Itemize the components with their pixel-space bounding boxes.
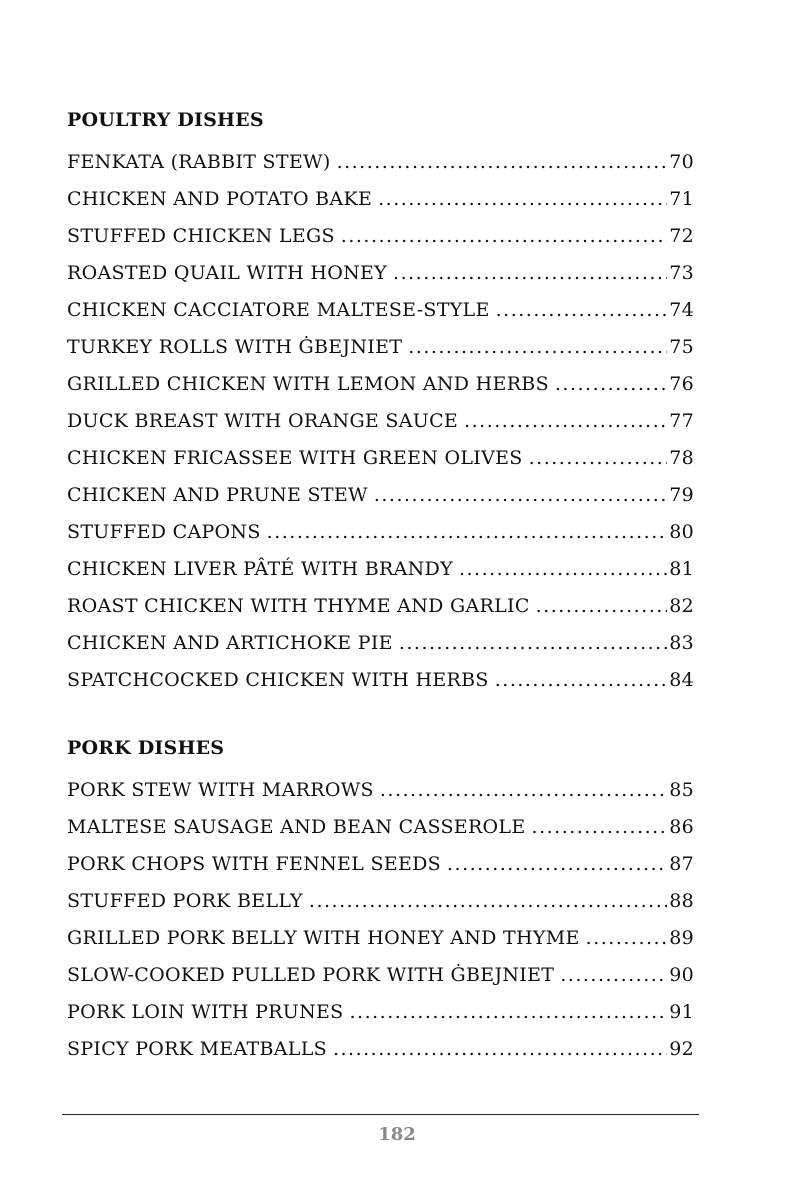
toc-entry-page: 89 bbox=[669, 927, 694, 949]
toc-entry-title: CHICKEN AND ARTICHOKE PIE bbox=[67, 632, 393, 654]
dot-leader bbox=[586, 920, 668, 957]
toc-entry[interactable] bbox=[67, 846, 694, 883]
toc-entry-page: 86 bbox=[669, 816, 694, 838]
toc-list bbox=[67, 772, 694, 1068]
page-number: 182 bbox=[378, 1124, 416, 1145]
dot-leader bbox=[399, 625, 667, 662]
toc-entry-title: PORK STEW WITH MARROWS bbox=[67, 779, 374, 801]
toc-entry[interactable] bbox=[67, 329, 694, 366]
toc-entry-title: CHICKEN LIVER PÂTÉ WITH BRANDY bbox=[67, 558, 453, 580]
dot-leader bbox=[333, 1031, 667, 1068]
dot-leader bbox=[447, 846, 667, 883]
dot-leader bbox=[532, 809, 668, 846]
toc-entry-page: 70 bbox=[669, 151, 694, 173]
toc-entry-page: 80 bbox=[669, 521, 694, 543]
dot-leader bbox=[350, 994, 668, 1031]
toc-entry-title: STUFFED CAPONS bbox=[67, 521, 261, 543]
toc-entry-page: 83 bbox=[669, 632, 694, 654]
toc-entry[interactable] bbox=[67, 920, 694, 957]
dot-leader bbox=[464, 403, 667, 440]
toc-entry-page: 72 bbox=[669, 225, 694, 247]
toc-list bbox=[67, 144, 694, 699]
dot-leader bbox=[378, 181, 667, 218]
toc-entry[interactable] bbox=[67, 994, 694, 1031]
toc-entry-page: 76 bbox=[669, 373, 694, 395]
toc-entry-page: 81 bbox=[669, 558, 694, 580]
dot-leader bbox=[267, 514, 668, 551]
toc-entry-page: 85 bbox=[669, 779, 694, 801]
toc-entry-title: GRILLED CHICKEN WITH LEMON AND HERBS bbox=[67, 373, 549, 395]
dot-leader bbox=[495, 662, 667, 699]
toc-entry-title: PORK CHOPS WITH FENNEL SEEDS bbox=[67, 853, 441, 875]
dot-leader bbox=[560, 957, 667, 994]
dot-leader bbox=[393, 255, 667, 292]
section-heading: POULTRY DISHES bbox=[67, 109, 264, 131]
toc-entry-title: STUFFED PORK BELLY bbox=[67, 890, 303, 912]
toc-entry-page: 84 bbox=[669, 669, 694, 691]
toc-entry[interactable] bbox=[67, 181, 694, 218]
dot-leader bbox=[374, 477, 667, 514]
toc-entry-title: CHICKEN AND PRUNE STEW bbox=[67, 484, 368, 506]
toc-entry-page: 71 bbox=[669, 188, 694, 210]
toc-entry[interactable] bbox=[67, 292, 694, 329]
dot-leader bbox=[408, 329, 667, 366]
toc-entry-page: 88 bbox=[669, 890, 694, 912]
toc-entry-title: DUCK BREAST WITH ORANGE SAUCE bbox=[67, 410, 459, 432]
toc-entry-title: PORK LOIN WITH PRUNES bbox=[67, 1001, 344, 1023]
dot-leader bbox=[536, 588, 668, 625]
toc-entry-title: MALTESE SAUSAGE AND BEAN CASSEROLE bbox=[67, 816, 526, 838]
toc-entry-page: 73 bbox=[669, 262, 694, 284]
section-heading: PORK DISHES bbox=[67, 737, 225, 759]
toc-entry-page: 74 bbox=[669, 299, 694, 321]
toc-entry-page: 77 bbox=[669, 410, 694, 432]
toc-entry-page: 91 bbox=[669, 1001, 694, 1023]
toc-entry-page: 87 bbox=[669, 853, 694, 875]
toc-entry-title: CHICKEN FRICASSEE WITH GREEN OLIVES bbox=[67, 447, 523, 469]
toc-entry-title: FENKATA (RABBIT STEW) bbox=[67, 151, 331, 173]
dot-leader bbox=[341, 218, 667, 255]
section-pork-dishes bbox=[67, 734, 694, 1068]
toc-entry-title: STUFFED CHICKEN LEGS bbox=[67, 225, 335, 247]
toc-entry[interactable] bbox=[67, 957, 694, 994]
toc-entry-page: 92 bbox=[669, 1038, 694, 1060]
section-poultry-dishes bbox=[67, 106, 694, 699]
toc-entry[interactable] bbox=[67, 551, 694, 588]
toc-entry[interactable] bbox=[67, 772, 694, 809]
toc-entry-page: 82 bbox=[669, 595, 694, 617]
toc-entry-title: GRILLED PORK BELLY WITH HONEY AND THYME bbox=[67, 927, 580, 949]
toc-entry-title: SPATCHCOCKED CHICKEN WITH HERBS bbox=[67, 669, 489, 691]
toc-entry[interactable] bbox=[67, 809, 694, 846]
toc-entry-page: 75 bbox=[669, 336, 694, 358]
toc-entry-title: TURKEY ROLLS WITH ĠBEJNIET bbox=[67, 336, 403, 358]
toc-entry[interactable] bbox=[67, 255, 694, 292]
dot-leader bbox=[496, 292, 668, 329]
dot-leader bbox=[459, 551, 667, 588]
dot-leader bbox=[380, 772, 667, 809]
toc-entry[interactable] bbox=[67, 403, 694, 440]
toc-entry[interactable] bbox=[67, 440, 694, 477]
toc-entry[interactable] bbox=[67, 144, 694, 181]
toc-entry[interactable] bbox=[67, 477, 694, 514]
toc-entry[interactable] bbox=[67, 1031, 694, 1068]
toc-entry-title: SLOW-COOKED PULLED PORK WITH ĠBEJNIET bbox=[67, 964, 555, 986]
toc-entry[interactable] bbox=[67, 366, 694, 403]
toc-entry-title: CHICKEN CACCIATORE MALTESE-STYLE bbox=[67, 299, 490, 321]
toc-entry-title: ROAST CHICKEN WITH THYME AND GARLIC bbox=[67, 595, 530, 617]
dot-leader bbox=[529, 440, 668, 477]
dot-leader bbox=[337, 144, 668, 181]
toc-entry-page: 78 bbox=[669, 447, 694, 469]
dot-leader bbox=[555, 366, 667, 403]
toc-entry-page: 90 bbox=[669, 964, 694, 986]
toc-entry[interactable] bbox=[67, 625, 694, 662]
dot-leader bbox=[309, 883, 667, 920]
toc-entry[interactable] bbox=[67, 218, 694, 255]
toc-entry[interactable] bbox=[67, 883, 694, 920]
toc-entry[interactable] bbox=[67, 514, 694, 551]
toc-entry-title: CHICKEN AND POTATO BAKE bbox=[67, 188, 373, 210]
toc-entry-title: ROASTED QUAIL WITH HONEY bbox=[67, 262, 388, 284]
toc-entry[interactable] bbox=[67, 588, 694, 625]
toc-entry-page: 79 bbox=[669, 484, 694, 506]
toc-entry-title: SPICY PORK MEATBALLS bbox=[67, 1038, 327, 1060]
toc-entry[interactable] bbox=[67, 662, 694, 699]
footer-rule bbox=[62, 1114, 699, 1115]
